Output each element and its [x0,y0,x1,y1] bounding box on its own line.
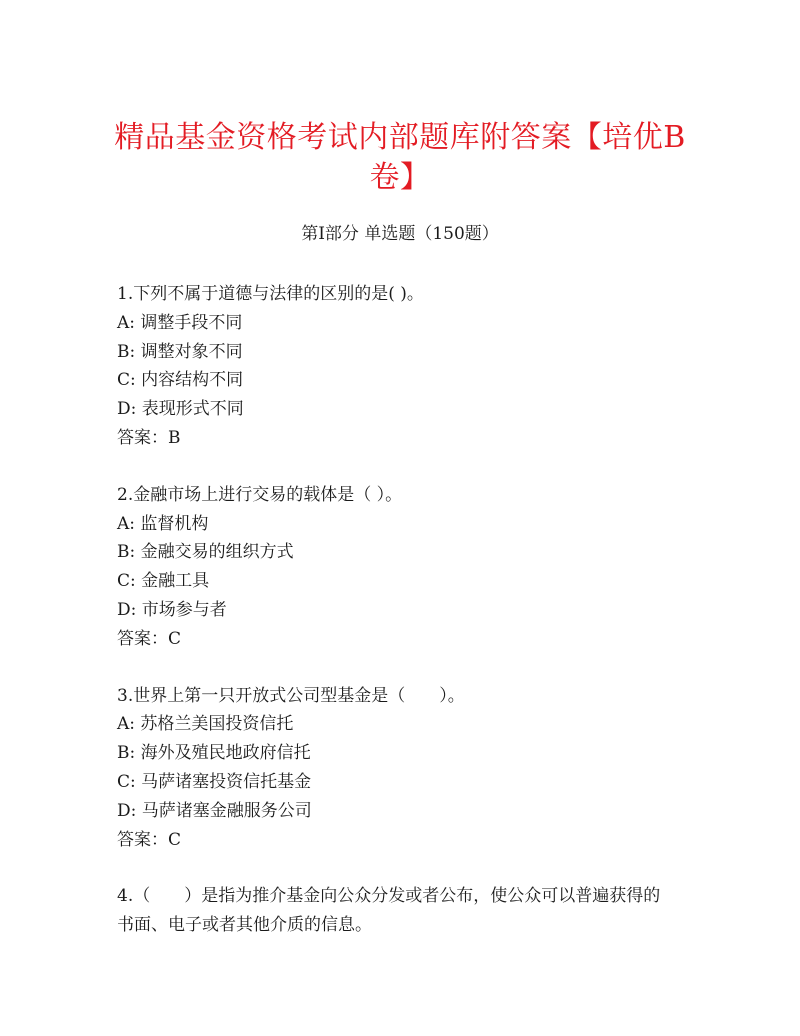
document-title-line-1: 精品基金资格考试内部题库附答案【培优B [114,120,686,155]
document-title [100,118,700,198]
option-d: D: 表现形式不同 [117,399,244,420]
option-d: D: 马萨诸塞金融服务公司 [117,800,312,821]
answer-line: 答案：C [117,628,182,649]
section-heading: 第I部分 单选题（150题） [301,224,499,244]
question-stem: 3.世界上第一只开放式公司型基金是（ ）。 [117,685,465,706]
answer-line: 答案：B [117,427,181,448]
option-a: A: 苏格兰美国投资信托 [117,714,294,735]
question-4 [117,882,677,940]
question-stem: 1.下列不属于道德与法律的区别的是( )。 [117,284,424,304]
option-a: A: 调整手段不同 [117,312,243,333]
question-list [117,280,677,968]
question-1 [117,280,677,453]
option-b: B: 调整对象不同 [117,341,243,362]
question-2 [117,481,677,654]
question-stem: 4.（ ）是指为推介基金向公众分发或者公布，使公众可以普遍获得的书面、电子或者其他介质的信息。 [117,886,661,936]
document-title-line-2: 卷】 [369,160,431,195]
answer-line: 答案：C [117,829,182,850]
option-c: C: 金融工具 [117,571,210,592]
option-b: B: 海外及殖民地政府信托 [117,743,311,764]
option-a: A: 监督机构 [117,513,209,534]
option-c: C: 内容结构不同 [117,370,244,391]
question-stem: 2.金融市场上进行交易的载体是（ ）。 [117,484,403,505]
question-3 [117,682,677,855]
option-c: C: 马萨诸塞投资信托基金 [117,771,312,792]
option-b: B: 金融交易的组织方式 [117,542,294,563]
option-d: D: 市场参与者 [117,599,227,620]
